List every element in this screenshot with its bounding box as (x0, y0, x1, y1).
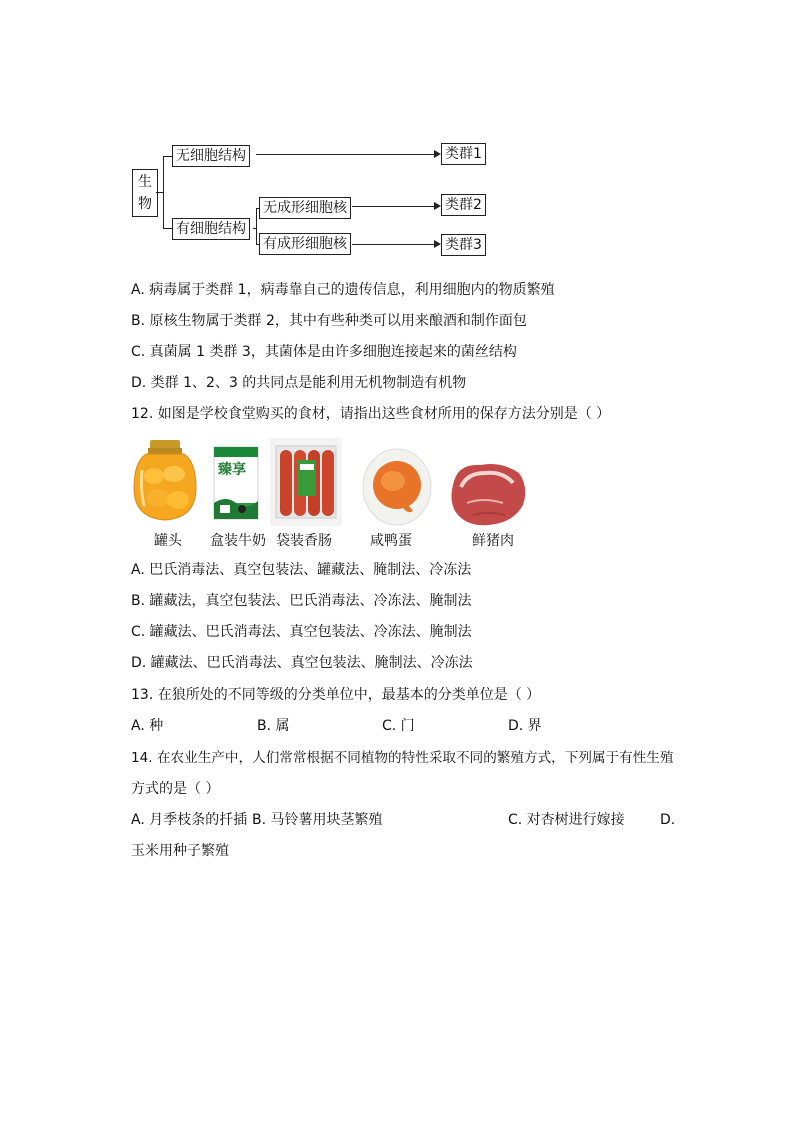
q12-option-c: C. 罐藏法、巴氏消毒法、真空包装法、冷冻法、腌制法 (131, 624, 472, 640)
group1-box (441, 143, 486, 165)
q11-option-d: D. 类群 1、2、3 的共同点是能利用无机物制造有机物 (131, 375, 467, 391)
group2-box (441, 194, 486, 216)
q12-option-a: A. 巴氏消毒法、真空包装法、罐藏法、腌制法、冷冻法 (131, 562, 472, 578)
boxed-milk-image (212, 445, 262, 521)
q11-option-c: C. 真菌属 1 类群 3，其菌体是由许多细胞连接起来的菌丝结构 (131, 344, 517, 360)
canned-peach-jar-image (132, 440, 198, 522)
has-nucleus-label: 有成形细胞核 (263, 236, 347, 252)
arrow-head-2 (434, 202, 441, 210)
caption-sausage: 袋装香肠 (276, 533, 332, 549)
has-nucleus-box (259, 233, 351, 255)
fresh-pork-image (447, 457, 529, 529)
q14-option-b: B. 马铃薯用块茎繁殖 (252, 812, 383, 828)
packaged-sausage-image (270, 438, 342, 526)
q13-option-b: B. 属 (257, 718, 290, 734)
diagram-root-label: 生物 (138, 174, 152, 212)
no-nucleus-box (259, 197, 351, 219)
group3-label: 类群3 (445, 237, 482, 253)
caption-canned: 罐头 (154, 533, 182, 549)
group3-box (441, 234, 486, 256)
caption-pork: 鲜猪肉 (472, 533, 514, 549)
salted-duck-egg-image (361, 445, 433, 527)
group1-label: 类群1 (445, 146, 482, 162)
milk-brand-label: 臻享 (218, 462, 246, 478)
q14-question-line1: 14. 在农业生产中，人们常常根据不同植物的特性采取不同的繁殖方式，下列属于有性生殖 (131, 750, 674, 766)
q11-option-a: A. 病毒属于类群 1，病毒靠自己的遗传信息，利用细胞内的物质繁殖 (131, 282, 555, 298)
no-cell-structure-label: 无细胞结构 (176, 148, 246, 164)
no-nucleus-label: 无成形细胞核 (263, 200, 347, 216)
no-cell-structure-box (172, 145, 250, 167)
q14-option-d-continued: 玉米用种子繁殖 (131, 843, 229, 859)
has-cell-structure-label: 有细胞结构 (176, 221, 246, 237)
q14-option-a: A. 月季枝条的扦插 (131, 812, 248, 828)
caption-milk: 盒装牛奶 (210, 533, 266, 549)
q14-option-d: D. (660, 812, 676, 828)
q12-option-d: D. 罐藏法、巴氏消毒法、真空包装法、腌制法、冷冻法 (131, 655, 473, 671)
arrow-head-3 (434, 240, 441, 248)
q12-option-b: B. 罐藏法，真空包装法、巴氏消毒法、冷冻法、腌制法 (131, 593, 472, 609)
group2-label: 类群2 (445, 197, 482, 213)
arrow-head-1 (434, 150, 441, 158)
q14-option-c: C. 对杏树进行嫁接 (508, 812, 625, 828)
q13-option-d: D. 界 (508, 718, 542, 734)
q11-option-b: B. 原核生物属于类群 2，其中有些种类可以用来酿酒和制作面包 (131, 313, 527, 329)
q13-question: 13. 在狼所处的不同等级的分类单位中，最基本的分类单位是（ ） (131, 687, 541, 703)
q14-question-line2: 方式的是（ ） (131, 781, 220, 797)
q12-question: 12. 如图是学校食堂购买的食材，请指出这些食材所用的保存方法分别是（ ） (131, 406, 611, 422)
q13-option-a: A. 种 (131, 718, 164, 734)
caption-duck-egg: 咸鸭蛋 (370, 533, 412, 549)
q13-option-c: C. 门 (382, 718, 415, 734)
has-cell-structure-box (172, 218, 250, 240)
diagram-root-box (132, 169, 158, 217)
